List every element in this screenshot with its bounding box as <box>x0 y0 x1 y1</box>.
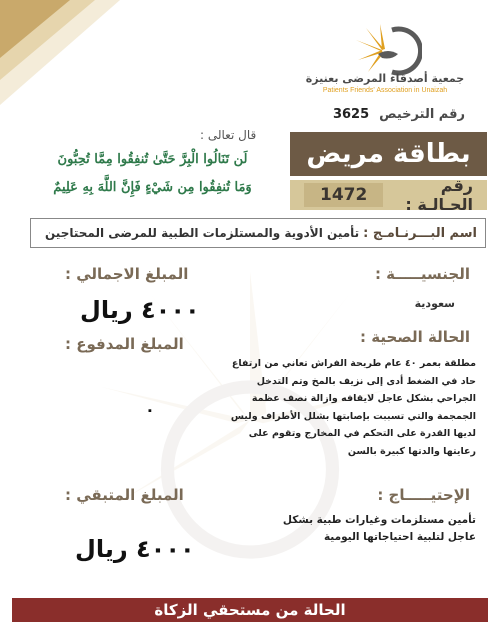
paid-amount-value: ٠ <box>145 400 155 419</box>
license-number: 3625 <box>332 107 370 122</box>
nationality-value: سعودية <box>414 297 455 310</box>
license-line <box>333 107 465 122</box>
org-name-english: Patients Friends' Association in Unaizah <box>322 87 448 94</box>
remaining-amount-value: ٤٠٠٠ ريال <box>75 535 195 563</box>
need-text: تأمين مستلزمات وغيارات طبية بشكل عاجل لتلبية احتياجاتها اليومية <box>282 514 476 543</box>
total-amount-value: ٤٠٠٠ ريال <box>80 296 200 324</box>
corner-decoration <box>0 0 120 110</box>
health-status-label: الحالة الصحية : <box>360 328 470 346</box>
license-label: رقم الترخيص <box>379 107 465 122</box>
org-name-arabic: جمعية أصدقاء المرضى بعنيزة <box>305 72 465 85</box>
program-value: تأمين الأدوية والمستلزمات الطبية للمرضى المحتاجين <box>45 226 360 240</box>
remaining-amount-label: المبلغ المتبقي : <box>65 486 184 504</box>
case-number: 1472 <box>304 183 383 207</box>
program-box <box>30 218 486 248</box>
program-label: اسم البـــرنـامـج : <box>363 225 477 241</box>
nationality-label: الجنسيـــــة : <box>374 265 470 283</box>
case-number-box <box>290 176 487 214</box>
verse-line-1: لَن تَنَالُوا الْبِرَّ حَتَّىٰ تُنفِقُوا مِمَّا تُحِبُّونَ <box>57 152 248 167</box>
zakat-eligible-banner: الحالة من مستحقي الزكاة <box>12 598 488 622</box>
health-status-text: مطلقة بعمر ٤٠ عام طريحة الفراش تعاني من ارتفاع حاد في الضغط أدى إلى نزيف بالمخ وتم التدخل الجراحي بشكل عاجل لايقافه وازالة نصف عظمة الجمجمة والتي تسببت بإصابتها بشلل الأطراف وليس لديها القدرة على التحكم في المخارج وتقوم على رعايتها والدتها كبيرة بالسن <box>230 358 476 457</box>
total-amount-label: المبلغ الاجمالي : <box>65 265 189 283</box>
card-title: بطاقة مريض <box>290 132 487 176</box>
paid-amount-label: المبلغ المدفوع : <box>65 335 184 353</box>
association-logo <box>352 20 422 80</box>
verse-intro: قال تعالى : <box>200 128 257 142</box>
verse-line-2: وَمَا تُنفِقُوا مِن شَيْءٍ فَإِنَّ اللَّهَ بِهِ عَلِيمٌ <box>53 180 252 195</box>
case-label: رقم الحـالـة : <box>405 176 473 214</box>
need-label: الإحتيـــــاج : <box>377 486 470 504</box>
